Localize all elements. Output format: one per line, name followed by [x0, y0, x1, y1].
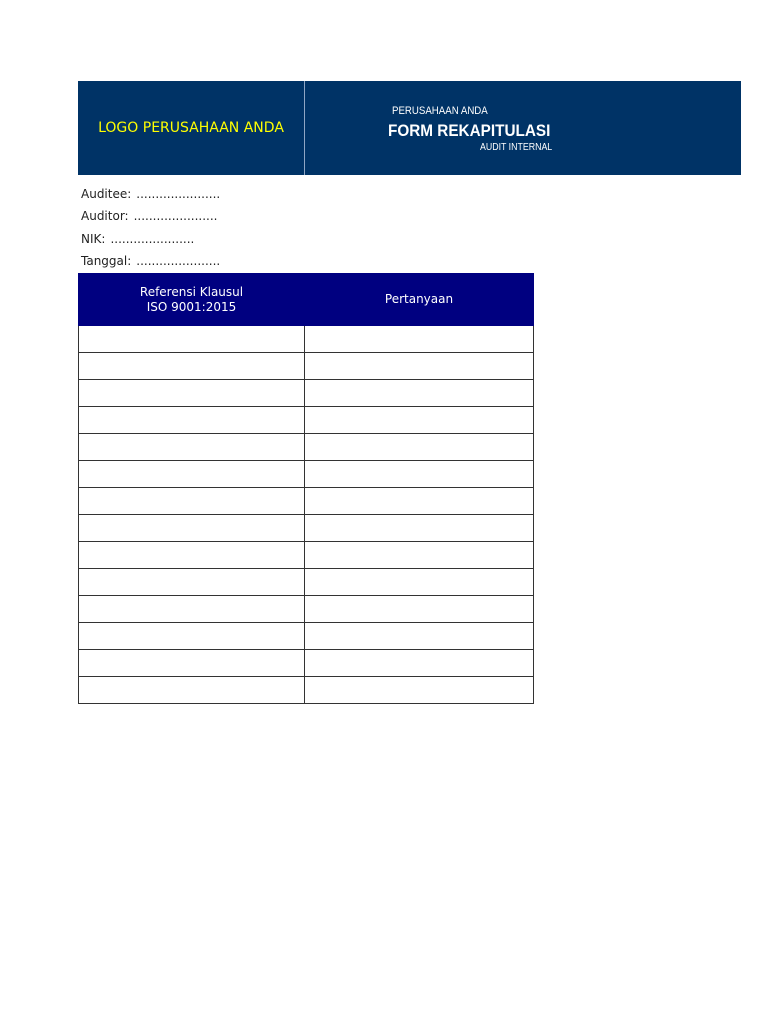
nik-label: NIK: — [81, 232, 106, 246]
clause-reference-cell[interactable] — [79, 515, 305, 542]
clause-reference-cell[interactable] — [79, 326, 305, 353]
question-cell[interactable] — [305, 677, 534, 704]
question-cell[interactable] — [305, 380, 534, 407]
auditee-value: ...................... — [136, 187, 221, 201]
auditor-line — [81, 209, 218, 223]
question-cell[interactable] — [305, 515, 534, 542]
question-cell[interactable] — [305, 461, 534, 488]
logo-text: LOGO PERUSAHAAN ANDA — [98, 120, 284, 136]
column-header-line: Pertanyaan — [384, 292, 454, 306]
tanggal-line — [81, 254, 220, 268]
form-subtitle: AUDIT INTERNAL — [480, 142, 553, 153]
table-row — [79, 326, 534, 353]
table-row — [79, 434, 534, 461]
auditee-line — [81, 187, 220, 201]
nik-value: ...................... — [110, 232, 195, 246]
clause-reference-cell[interactable] — [79, 488, 305, 515]
table-row — [79, 677, 534, 704]
table-row — [79, 569, 534, 596]
table-body — [79, 326, 534, 704]
question-cell[interactable] — [305, 326, 534, 353]
question-cell[interactable] — [305, 596, 534, 623]
clause-reference-cell[interactable] — [79, 623, 305, 650]
audit-recap-table — [78, 273, 534, 704]
clause-reference-cell[interactable] — [79, 569, 305, 596]
tanggal-value: ...................... — [136, 254, 221, 268]
table-row — [79, 488, 534, 515]
clause-reference-cell[interactable] — [79, 542, 305, 569]
auditor-value: ...................... — [133, 209, 218, 223]
question-cell[interactable] — [305, 488, 534, 515]
title-block — [305, 81, 553, 175]
question-cell[interactable] — [305, 353, 534, 380]
column-header-line: ISO 9001:2015 — [146, 299, 237, 314]
clause-reference-cell[interactable] — [79, 407, 305, 434]
table-row — [79, 515, 534, 542]
column-header-line: Referensi Klausul — [139, 284, 244, 299]
auditee-label: Auditee: — [81, 187, 132, 201]
table-header-row — [79, 274, 534, 326]
clause-reference-cell[interactable] — [79, 677, 305, 704]
question-cell[interactable] — [305, 407, 534, 434]
column-header-question — [305, 274, 534, 326]
clause-reference-cell[interactable] — [79, 434, 305, 461]
question-cell[interactable] — [305, 542, 534, 569]
nik-line — [81, 232, 194, 246]
clause-reference-cell[interactable] — [79, 380, 305, 407]
tanggal-label: Tanggal: — [81, 254, 132, 268]
question-cell[interactable] — [305, 434, 534, 461]
table-row — [79, 596, 534, 623]
column-header-clause-reference — [79, 274, 305, 326]
clause-reference-cell[interactable] — [79, 596, 305, 623]
question-cell[interactable] — [305, 623, 534, 650]
question-cell[interactable] — [305, 569, 534, 596]
table-row — [79, 407, 534, 434]
company-name: PERUSAHAAN ANDA — [392, 105, 488, 117]
clause-reference-cell[interactable] — [79, 353, 305, 380]
company-logo-placeholder — [78, 81, 304, 175]
question-cell[interactable] — [305, 650, 534, 677]
table-row — [79, 461, 534, 488]
clause-reference-cell[interactable] — [79, 650, 305, 677]
table-row — [79, 380, 534, 407]
table-row — [79, 650, 534, 677]
table-row — [79, 353, 534, 380]
table-row — [79, 623, 534, 650]
form-title: FORM REKAPITULASI — [388, 121, 551, 140]
table-row — [79, 542, 534, 569]
auditor-label: Auditor: — [81, 209, 129, 223]
clause-reference-cell[interactable] — [79, 461, 305, 488]
